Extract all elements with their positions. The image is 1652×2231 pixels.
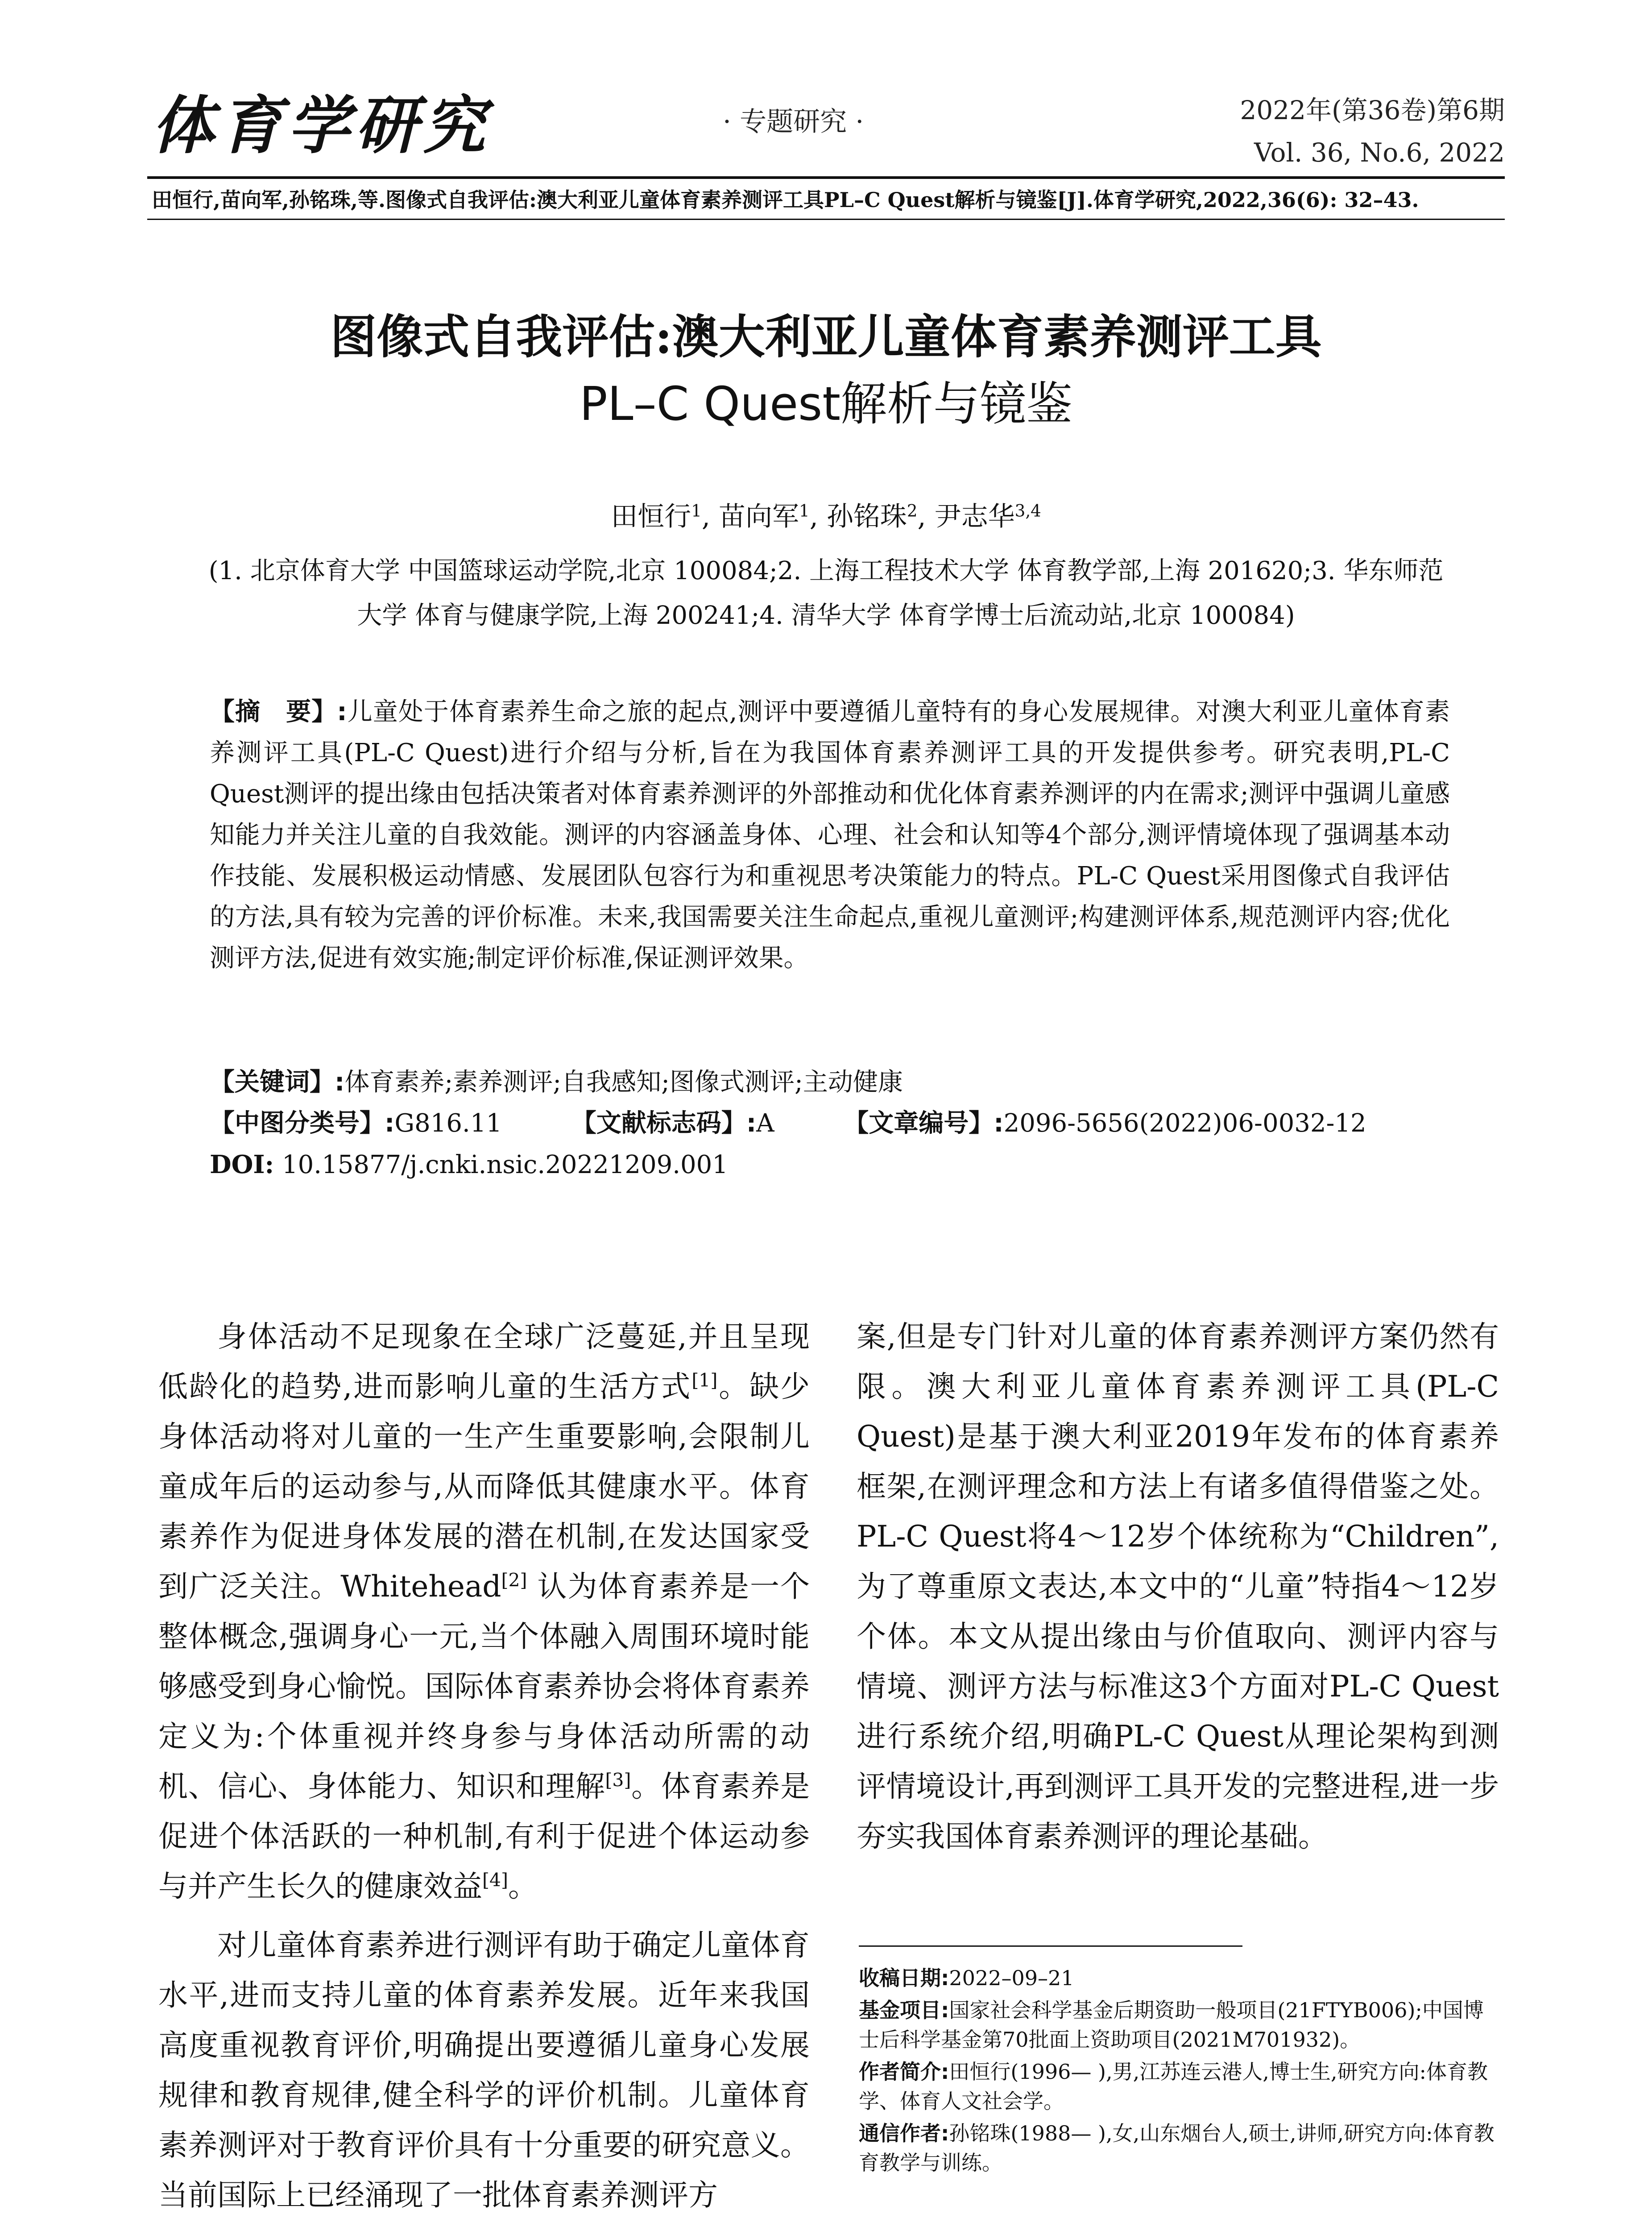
body-paragraph: 案,但是专门针对儿童的体育素养测评方案仍然有限。澳大利亚儿童体育素养测评工具(PL-C Quest)是基于澳大利亚2019年发布的体育素养框架,在测评理念和方法上有诸多值得借鉴之处。PL-C Quest将4～12岁个体统称为“Children”,为了尊重原文表达,本文中的“儿童”特指4～12岁个体。本文从提出缘由与价值取向、测评内容与情境、测评方法与标准这3个方面对PL-C Quest进行系统介绍,明确PL-C Quest从理论架构到测评情境设计,再到测评工具开发的完整进程,进一步夯实我国体育素养测评的理论基础。 [857,1319,1499,1854]
keywords [210,1062,1450,1103]
body-paragraph: 对儿童体育素养进行测评有助于确定儿童体育水平,进而支持儿童的体育素养发展。近年来我国高度重视教育评价,明确提出要遵循儿童身心发展规律和教育规律,健全科学的评价机制。儿童体育素养测评对于教育评价具有十分重要的研究意义。当前国际上已经涌现了一批体育素养测评方 [158,1928,810,2212]
body-text: 。体育素养是促进个体活跃的一种机制,有利于促进个体运动参与并产生长久的健康效益 [158,1769,810,1903]
body-text: 身体活动不足现象在全球广泛蔓延,并且呈现低龄化的趋势,进而影响儿童的生活方式 [158,1319,810,1404]
keywords-text: 体育素养;素养测评;自我感知;图像式测评;主动健康 [344,1068,903,1097]
footnote-item [859,1995,1501,2054]
affiliation-line-2: 大学 体育与健康学院,上海 200241;4. 清华大学 体育学博士后流动站,北京 100084) [357,601,1295,630]
abstract [210,692,1450,979]
author-list: 田恒行$^1$, 苗向军$^1$, 孙铭珠$^2$, 尹志华$^{3,4}$ [611,501,1041,532]
citation-ref: [1] [691,1369,718,1391]
author-name: 苗向军 [719,501,799,532]
column-label: · 专题研究 · [723,106,864,137]
body-text: 认为体育素养是一个整体概念,强调身心一元,当个体融入周围环境时能够感受到身心愉悦。国际体育素养协会将体育素养定义为:个体重视并终身参与身体活动所需的动机、信心、身体能力、知识和理解 [158,1569,810,1804]
body-text: 。缺少身体活动将对儿童的一生产生重要影响,会限制儿童成年后的运动参与,从而降低其健康水平。体育素养作为促进身体发展的潜在机制,在发达国家受到广泛关注。Whitehead [158,1369,810,1604]
title-line-1: 图像式自我评估:澳大利亚儿童体育素养测评工具 [330,309,1322,364]
footnote-label: 收稿日期: [859,1966,949,1990]
footnote-text: 国家社会科学基金后期资助一般项目(21FTYB006);中国博士后科学基金第70批面上资助项目(2021M701932)。 [859,1998,1484,2052]
footnote-label: 作者简介: [859,2060,949,2084]
footnote-text: 孙铭珠(1988— ),女,山东烟台人,硕士,讲师,研究方向:体育教育教学与训练。 [859,2121,1495,2175]
footnote-text: 田恒行(1996— ),男,江苏连云港人,博士生,研究方向:体育教学、体育人文社会学。 [859,2060,1488,2113]
doc-code-value: A [756,1109,774,1138]
body-text: 。 [508,1869,538,1903]
body-column-left [158,1312,810,2220]
author-name: 孙铭珠 [826,501,907,532]
doi-value: 10.15877/j.cnki.nsic.20221209.001 [282,1150,728,1179]
journal-logo: 体育学研究 [152,89,491,162]
doi-label: DOI: [210,1150,274,1179]
footnote-label: 基金项目: [859,1998,949,2022]
author-affil-sup: 3,4 [1014,501,1041,521]
title-line-2: PL–C Quest解析与镜鉴 [579,377,1073,431]
citation-rule [147,219,1505,220]
keywords-label: 【关键词】: [210,1068,345,1097]
clc-value: G816.11 [394,1109,502,1138]
author-name: 尹志华 [934,501,1015,532]
abstract-text: 儿童处于体育素养生命之旅的起点,测评中要遵循儿童特有的身心发展规律。对澳大利亚儿童体育素养测评工具(PL-C Quest)进行介绍与分析,旨在为我国体育素养测评工具的开发提供参考。研究表明,PL-C Quest测评的提出缘由包括决策者对体育素养测评的外部推动和优化体育素养测评的内在需求;测评中强调儿童感知能力并关注儿童的自我效能。测评的内容涵盖身体、心理、社会和认知等4个部分,测评情境体现了强调基本动作技能、发展积极运动情感、发展团队包容行为和重视思考决策能力的特点。PL-C Quest采用图像式自我评估的方法,具有较为完善的评价标准。未来,我国需要关注生命起点,重视儿童测评;构建测评体系,规范测评内容;优化测评方法,促进有效实施;制定评价标准,保证测评效果。 [210,697,1450,973]
footnote-item [859,2057,1501,2116]
citation-ref: [3] [605,1769,631,1791]
issue-en: Vol. 36, No.6, 2022 [1254,137,1505,168]
author-name: 田恒行 [611,501,691,532]
classification-line [210,1103,1450,1144]
citation-line: 田恒行,苗向军,孙铭珠,等.图像式自我评估:澳大利亚儿童体育素养测评工具PL–C Quest解析与镜鉴[J].体育学研究,2022,36(6): 32–43. [152,188,1419,212]
affiliation-line-1: (1. 北京体育大学 中国篮球运动学院,北京 100084;2. 上海工程技术大学 体育教学部,上海 201620;3. 华东师范 [208,556,1444,585]
abstract-label: 【摘 要】: [210,697,347,726]
footnote-rule [859,1945,1242,1947]
body-paragraph [158,1312,810,1912]
article-no-label: 【文章编号】: [844,1109,1004,1138]
header-rule [147,176,1505,179]
issue-info [1240,89,1505,174]
author-affil-sup: 2 [907,501,918,521]
doc-code-label: 【文献标志码】: [571,1109,757,1138]
author-affil-sup: 1 [799,501,810,521]
doi-line [210,1144,1450,1186]
affiliations [147,549,1505,638]
article-title [147,303,1505,437]
clc-label: 【中图分类号】: [210,1109,395,1138]
footnote-text: 2022–09–21 [949,1966,1074,1990]
footnotes [859,1963,1501,2180]
footnote-item [859,2119,1501,2177]
footnote-item [859,1963,1501,1993]
article-no-value: 2096-5656(2022)06-0032-12 [1003,1109,1366,1138]
issue-cn: 2022年(第36卷)第6期 [1240,95,1505,125]
author-affil-sup: 1 [691,501,702,521]
footnote-label: 通信作者: [859,2121,949,2145]
citation-ref: [4] [482,1869,508,1891]
body-column-right [857,1312,1499,1862]
citation-ref: [2] [501,1569,527,1591]
